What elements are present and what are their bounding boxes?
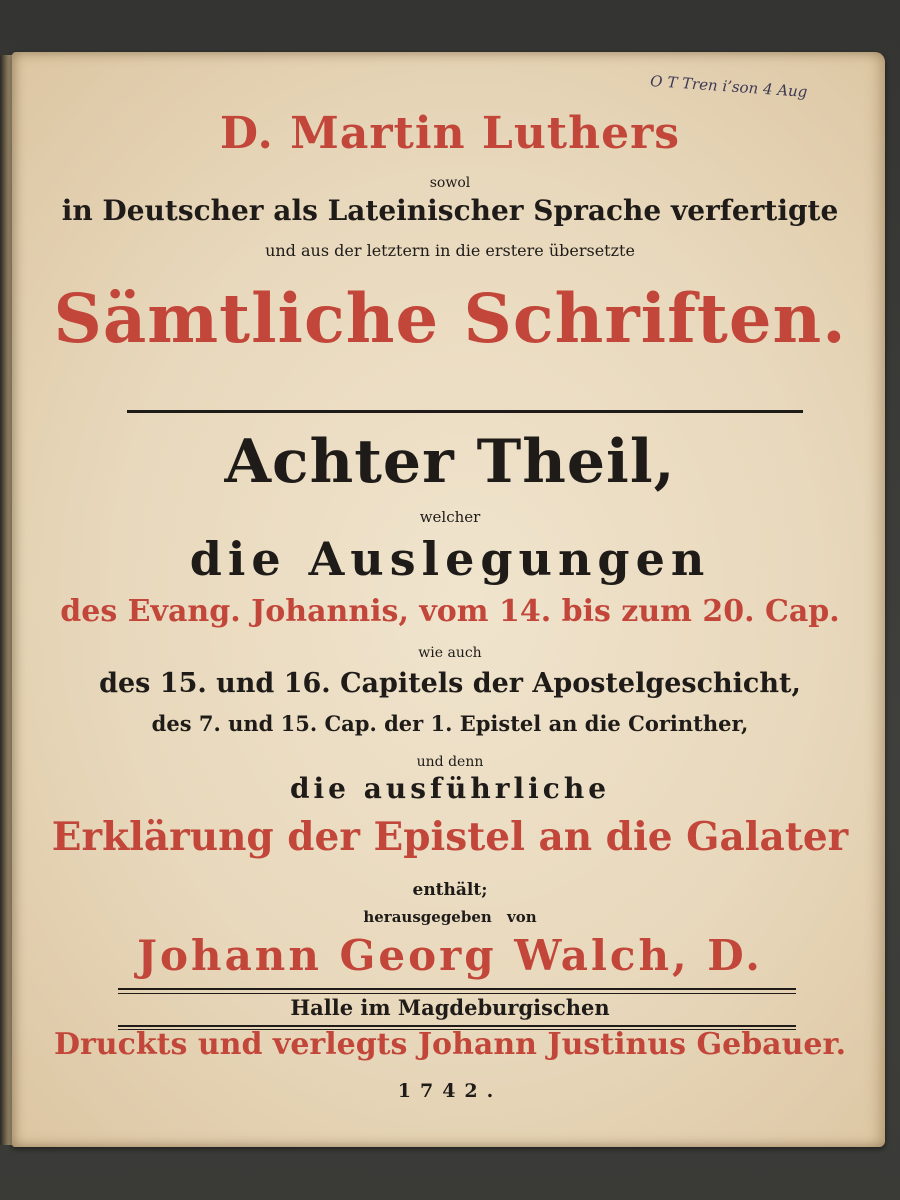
part-heading: Achter Theil, xyxy=(224,427,676,497)
translation-line: und aus der letztern in die erstere übersetzte xyxy=(265,241,635,260)
gospel-john-line: des Evang. Johannis, vom 14. bis zum 20. Cap. xyxy=(60,594,840,629)
editor-intro-line: herausgegeben von xyxy=(363,908,537,926)
main-title: Sämtliche Schriften. xyxy=(53,279,847,358)
handwritten-inscription: O T Tren i’son 4 Aug xyxy=(649,71,808,101)
place-rule-top-thin xyxy=(118,993,796,994)
author-line: D. Martin Luthers xyxy=(219,108,681,159)
sowol-word: sowol xyxy=(429,175,471,191)
ausfuehrliche-line: die ausführliche xyxy=(289,772,611,805)
printer-line: Druckts und verlegts Johann Justinus Gebauer. xyxy=(53,1027,847,1062)
place-rule-top xyxy=(118,988,796,990)
title-rule xyxy=(127,410,803,413)
auslegungen-line: die Auslegungen xyxy=(189,532,711,586)
publication-year: 1742. xyxy=(397,1080,503,1102)
wie-auch-line: wie auch xyxy=(418,645,482,661)
editor-name: Johann Georg Walch, D. xyxy=(137,931,763,980)
acts-chapters-line: des 15. und 16. Capitels der Apostelgeschicht, xyxy=(99,668,801,699)
galatians-line: Erklärung der Epistel an die Galater xyxy=(51,814,849,860)
language-line: in Deutscher als Lateinischer Sprache verfertigte xyxy=(61,194,839,227)
welcher-word: welcher xyxy=(419,508,481,526)
und-denn-line: und denn xyxy=(416,754,484,770)
place-of-publication: Halle im Magdeburgischen xyxy=(290,995,610,1020)
corinthians-line: des 7. und 15. Cap. der 1. Epistel an die Corinther, xyxy=(151,711,749,736)
enthaelt-line: enthält; xyxy=(412,880,488,900)
